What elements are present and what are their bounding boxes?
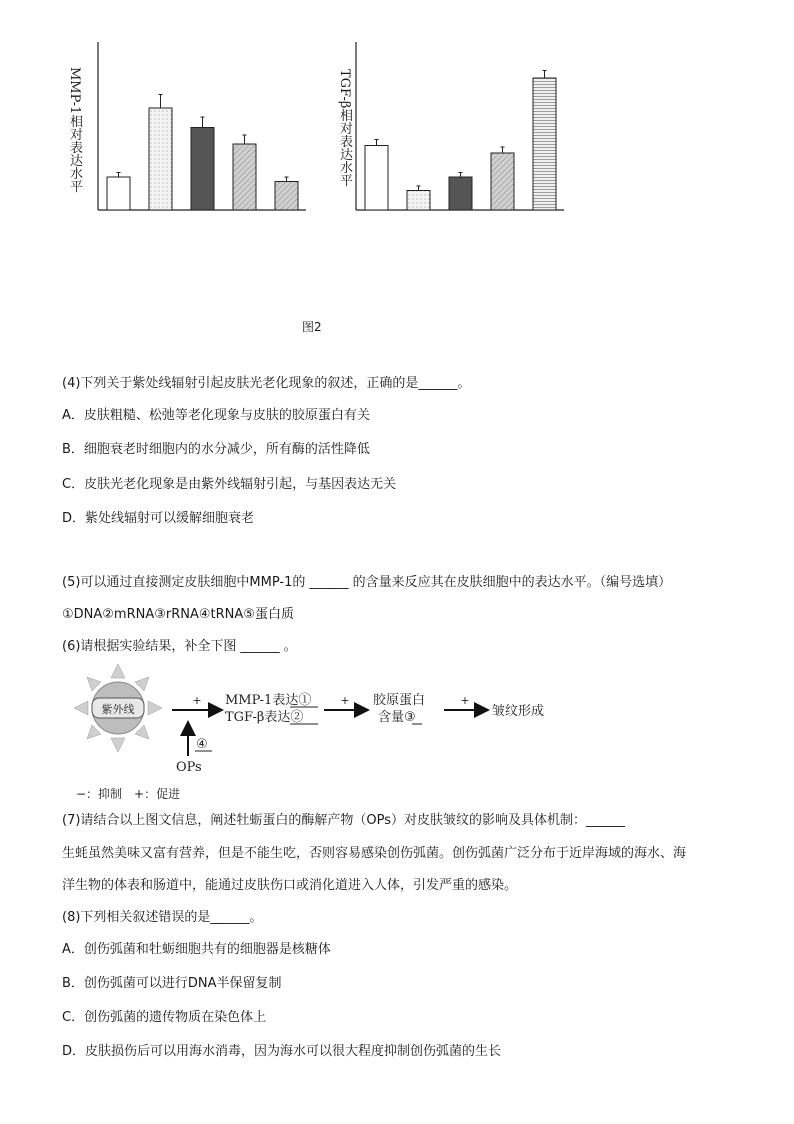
chart1-bar-3 <box>191 128 214 211</box>
q4-option-d: D．紫处线辐射可以缓解细胞衰老 <box>62 511 255 526</box>
box1-line2: TGF-β表达② <box>225 710 304 725</box>
chart2-ylabel: TGF-β相对表达水平 <box>337 68 352 187</box>
q4-option-a: A．皮肤粗糙、松弛等老化现象与皮肤的胶原蛋白有关 <box>62 408 370 423</box>
chart2-bar-2 <box>407 191 430 211</box>
chart2-bar-4 <box>491 153 514 210</box>
figure-caption: 图2 <box>302 320 322 334</box>
chart2-bar-3 <box>449 177 472 210</box>
figure-2 <box>0 0 794 345</box>
arrow-3-sign: + <box>460 694 470 707</box>
q4-option-c: C．皮肤光老化现象是由紫外线辐射引起，与基因表达无关 <box>62 477 397 492</box>
chart1-ylabel-box <box>60 50 88 210</box>
q4-stem: (4)下列关于紫处线辐射引起皮肤光老化现象的叙述，正确的是______。 <box>62 376 471 391</box>
box1-line1: MMP-1表达① <box>225 693 312 708</box>
end-label: 皱纹形成 <box>492 704 545 719</box>
arrow-1-sign: + <box>192 694 202 707</box>
ops-label: OPs <box>176 760 202 775</box>
q4-option-b: B．细胞衰老时细胞内的水分减少，所有酶的活性降低 <box>62 442 370 457</box>
box2-line2: 含量③ <box>378 710 416 725</box>
q6-stem: (6)请根据实验结果，补全下图 ______ 。 <box>62 639 297 654</box>
box2-line1: 胶原蛋白 <box>373 693 426 708</box>
chart1-ylabel: MMP-1相对表达水平 <box>67 67 82 193</box>
mechanism-diagram <box>60 658 580 808</box>
passage-line-1: 生蚝虽然美味又富有营养，但是不能生吃，否则容易感染创伤弧菌。创伤弧菌广泛分布于近岸海域的海水、海 <box>62 846 687 861</box>
diagram-legend: −：抑制 +：促进 <box>76 787 181 801</box>
chart2-bar-1 <box>365 146 388 211</box>
chart1-bar-1 <box>107 177 130 210</box>
chart1-bar-5 <box>275 182 298 211</box>
circle-4-label: ④ <box>196 737 208 752</box>
q5-choices: ①DNA②mRNA③rRNA④tRNA⑤蛋白质 <box>62 607 294 622</box>
sun-label: 紫外线 <box>101 703 135 716</box>
q8-stem: (8)下列相关叙述错误的是______。 <box>62 910 263 925</box>
q7-stem: (7)请结合以上图文信息，阐述牡蛎蛋白的酶解产物（OPs）对皮肤皱纹的影响及具体机制：______ <box>62 813 626 828</box>
arrow-2-sign: + <box>340 694 350 707</box>
q8-option-d: D．皮肤损伤后可以用海水消毒，因为海水可以很大程度抑制创伤弧菌的生长 <box>62 1044 502 1059</box>
q8-option-c: C．创伤弧菌的遗传物质在染色体上 <box>62 1010 267 1025</box>
chart2-bar-5 <box>533 78 556 210</box>
q8-option-a: A．创伤弧菌和牡蛎细胞共有的细胞器是核糖体 <box>62 942 331 957</box>
chart1-bar-2 <box>149 108 172 210</box>
chart1-bar-4 <box>233 144 256 210</box>
passage-line-2: 洋生物的体表和肠道中，能通过皮肤伤口或消化道进入人体，引发严重的感染。 <box>62 878 518 893</box>
q8-option-b: B．创伤弧菌可以进行DNA半保留复制 <box>62 976 282 991</box>
chart2-svg <box>348 38 580 213</box>
q5-stem: (5)可以通过直接测定皮肤细胞中MMP-1的 ______ 的含量来反应其在皮肤细胞中的表达水平。（编号选填） <box>62 575 672 590</box>
chart1-svg <box>90 38 320 213</box>
